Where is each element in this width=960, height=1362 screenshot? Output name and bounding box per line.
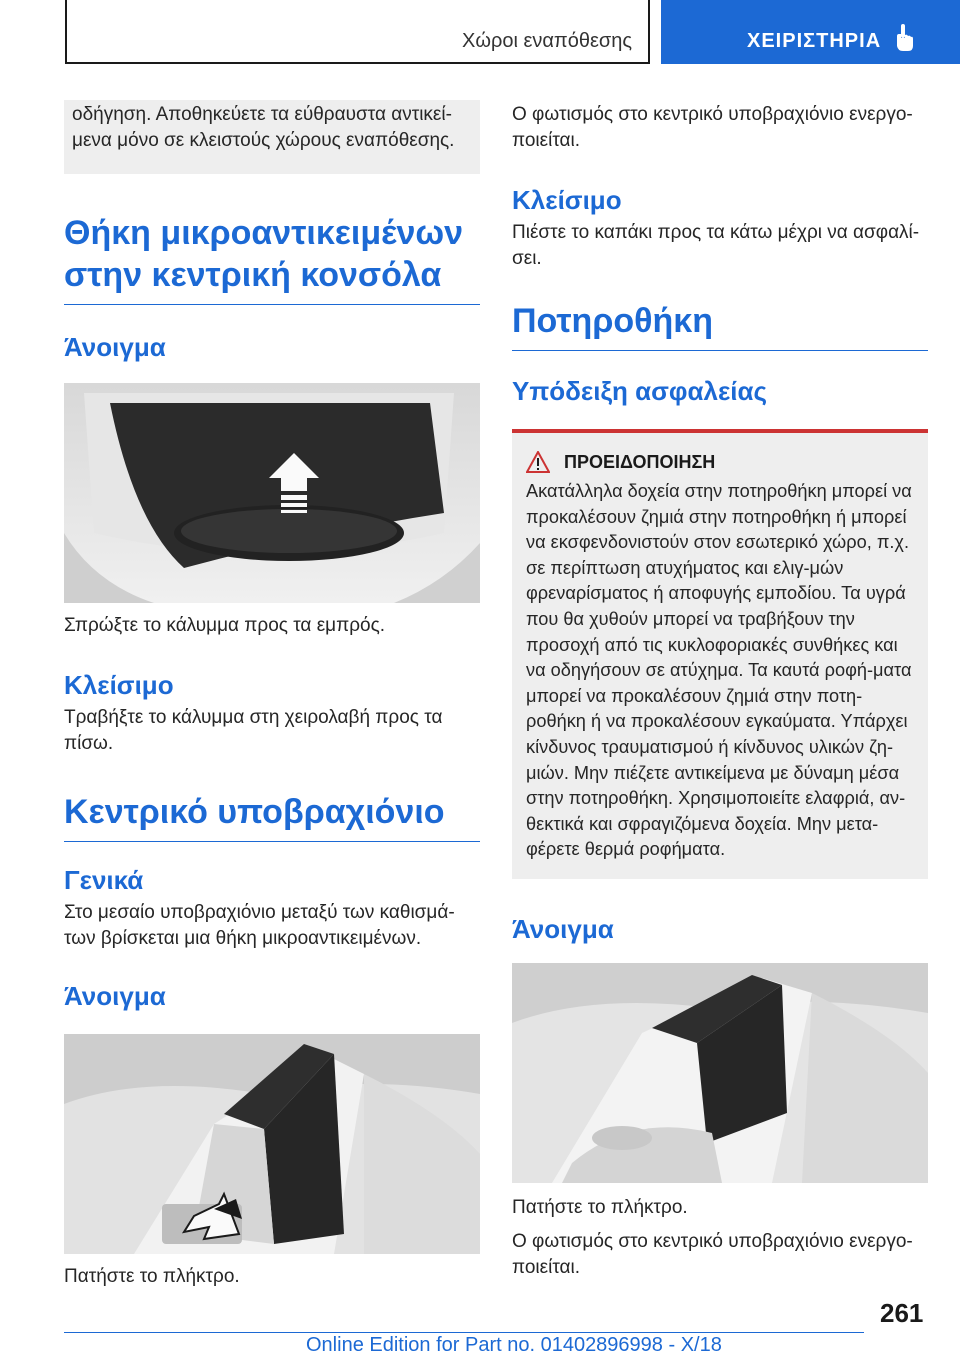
closing-armrest-text: Πιέστε το καπάκι προς τα κάτω μέχρι να ασφαλί-σει. — [512, 222, 920, 269]
warning-title: ΠΡΟΕΙΔΟΠΟΙΗΣΗ — [564, 451, 716, 472]
section-heading-armrest: Κεντρικό υποβραχιόνιο — [64, 791, 480, 842]
footer-edition: Online Edition for Part no. 01402896998 - X/18 — [306, 1334, 722, 1356]
cupholder-button-photo — [512, 963, 928, 1183]
press-instruction-left: Πατήστε το πλήκτρο. — [64, 1266, 240, 1287]
press-instruction-right: Πατήστε το πλήκτρο. — [512, 1196, 688, 1218]
intro-box — [64, 100, 480, 174]
chapter-tab[interactable] — [661, 0, 960, 64]
warning-box — [512, 433, 928, 879]
chapter-title: ΧΕΙΡΙΣΤΗΡΙΑ — [747, 30, 882, 52]
right-column — [512, 100, 928, 1281]
warning-text: Ακατάλληλα δοχεία στην ποτηροθήκη μπορεί να προκαλέσουν ζημιά στην ποτηροθήκη ή μπορεί να εκσφενδονιστούν στον εσωτερικό χώρο, π.χ. σε περίπτωση ατυχήματος και ελιγ-μών φρεναρίσματος ή αποφυγής εμποδίου. Τα υγρά που θα χυθούν μπορεί να τραβήξουν την προσοχή από τις κυκλοφοριακές συνθήκες και να οδηγήσουν σε ατύχημα. Τα καυτά ροφή-ματα μπορεί να προκαλέσουν ζημιά στην ποτη-ροθήκη ή να προκαλέσουν εγκαύματα. Υπάρχει κίνδυνος τραυματισμού ή κίνδυνος υλικών ζη-μιών. Μην πιέζετε αντικείμενα με δύναμη μέσα στην ποτηροθήκη. Χρησιμοποιείτε ελαφριά, αν-θεκτικά και σφραγιζόμενα δοχεία. Μην μετα-φέρετε θερμά ροφήματα. — [526, 481, 912, 860]
subheading-opening-armrest: Άνοιγμα — [64, 981, 166, 1011]
page-header — [0, 0, 960, 66]
section-heading-console-storage: Θήκη μικροαντικειμένων στην κεντρική κονσόλα — [64, 212, 480, 305]
console-storage-photo — [64, 383, 480, 603]
page-number: 261 — [880, 1298, 924, 1328]
subheading-opening-cupholder: Άνοιγμα — [512, 913, 614, 944]
armrest-button-photo — [64, 1034, 480, 1254]
section-title: Χώροι εναπόθεσης — [462, 30, 632, 52]
lighting-text-2: Ο φωτισμός στο κεντρικό υποβραχιόνιο ενεργο-ποιείται. — [512, 1230, 913, 1278]
lighting-text: Ο φωτισμός στο κεντρικό υποβραχιόνιο ενεργο-ποιείται. — [512, 104, 913, 151]
intro-text: οδήγηση. Αποθηκεύετε τα εύθραυστα αντικεί-μενα μόνο σε κλειστούς χώρους εναπόθεσης. — [72, 104, 455, 151]
warning-triangle-icon — [526, 451, 550, 473]
opening-instruction: Σπρώξτε το κάλυμμα προς τα εμπρός. — [64, 615, 386, 636]
subheading-closing-armrest: Κλείσιμο — [512, 185, 622, 215]
section-heading-cupholder: Ποτηροθήκη — [512, 300, 928, 351]
subheading-opening: Άνοιγμα — [64, 332, 166, 362]
subheading-general: Γενικά — [64, 865, 144, 895]
general-text: Στο μεσαίο υποβραχιόνιο μεταξύ των καθισμά-των βρίσκεται μια θήκη μικροαντικειμένων. — [64, 902, 455, 949]
hand-pointer-icon — [895, 24, 915, 52]
closing-instruction: Τραβήξτε το κάλυμμα στη χειρολαβή προς τα πίσω. — [64, 707, 443, 754]
footer-divider — [64, 1332, 864, 1333]
left-column — [64, 100, 480, 1290]
section-tab[interactable] — [65, 0, 650, 64]
subheading-safety-note: Υπόδειξη ασφαλείας — [512, 376, 768, 406]
subheading-closing: Κλείσιμο — [64, 670, 174, 700]
